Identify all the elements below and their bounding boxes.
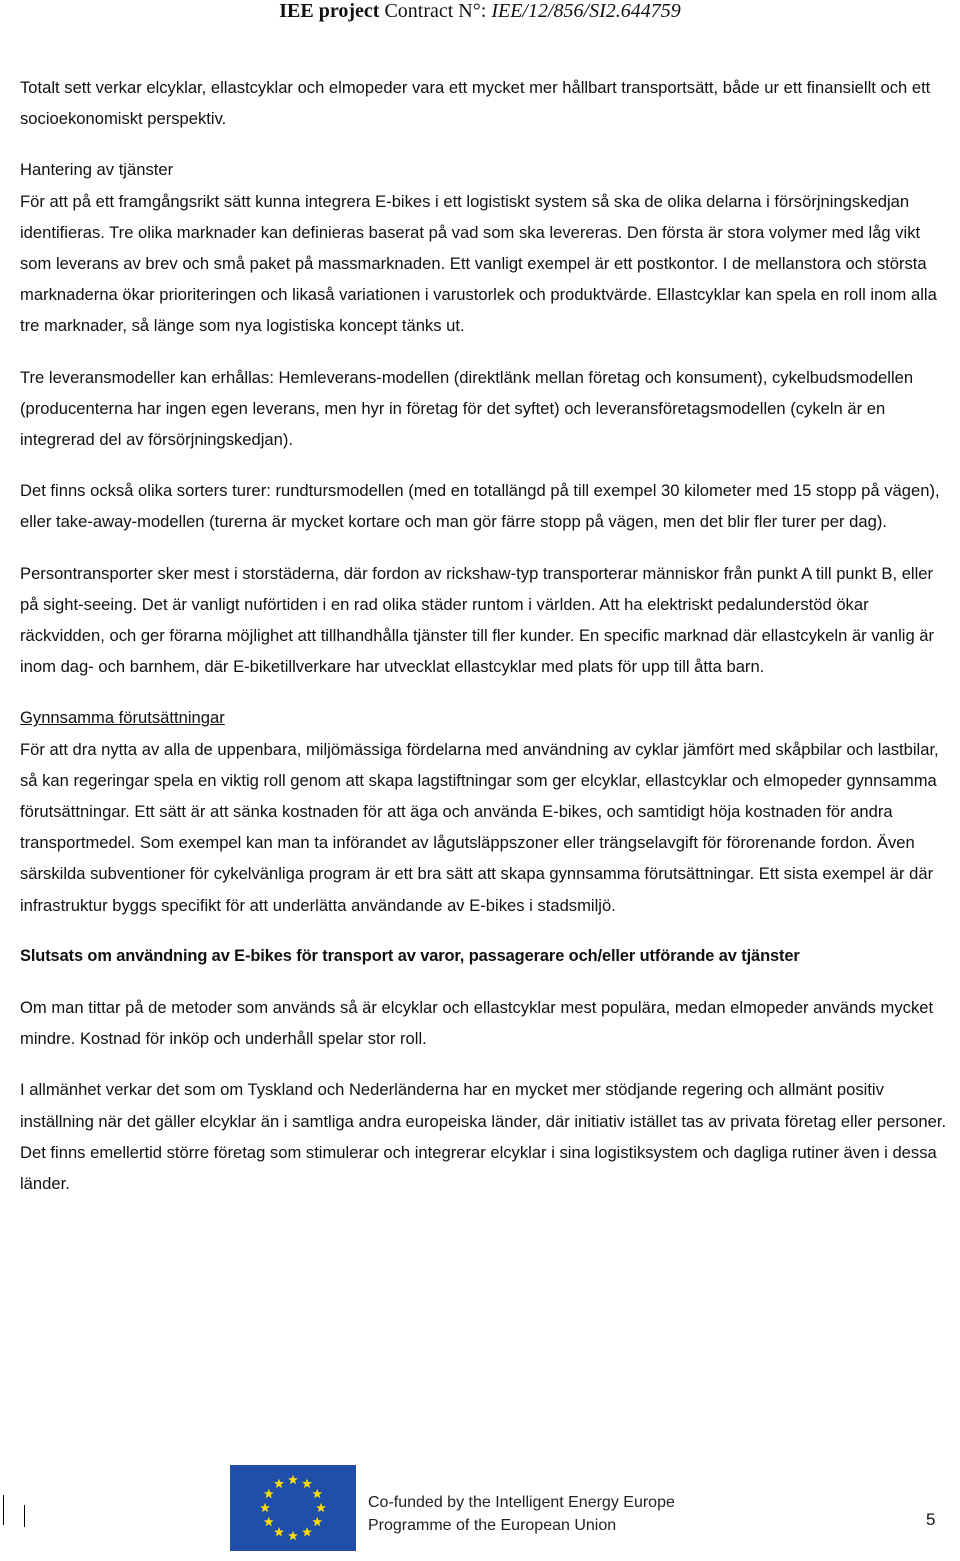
page-number: 5 — [926, 1510, 936, 1529]
section-conditions — [20, 702, 955, 920]
section-services — [20, 154, 955, 341]
conclusion-heading: Slutsats om användning av E-bikes för transport av varor, passagerare och/eller utförande av tjänster — [20, 946, 800, 965]
paragraph-conclusion-2: I allmänhet verkar det som om Tyskland och Nederländerna har en mycket mer stödjande regering och allmänt positiv inställning när det gäller elcyklar än i samtliga andra europeiska länder, där initiativ istället tas av privata företag eller personer. Det finns emellertid större företag som stimulerar och integrerar elcyklar i sina logistiksystem och dagliga rutiner även i dessa länder. — [20, 1080, 947, 1194]
paragraph-delivery-models: Tre leveransmodeller kan erhållas: Hemleverans-modellen (direktlänk mellan företag och konsument), cykelbudsmodellen (producenterna har ingen egen leverans, men hyr in företag för det syftet) och leveransföretagsmodellen (cykeln är en integrerad del av försörjningskedjan). — [20, 367, 914, 450]
margin-mark — [24, 1505, 25, 1527]
funding-line-1: Co-funded by the Intelligent Energy Europe — [368, 1494, 675, 1511]
eu-flag-icon — [230, 1465, 356, 1551]
paragraph-summary: Totalt sett verkar elcyklar, ellastcyklar och elmopeder vara ett mycket mer hållbart transportsätt, både ur ett finansiellt och ett socioekonomiskt perspektiv. — [20, 78, 931, 129]
section-conditions-title: Gynnsamma förutsättningar — [20, 708, 225, 728]
paragraph-conclusion-1: Om man tittar på de metoder som används så är elcyklar och ellastcyklar mest populära, medan elmopeder används mycket mindre. Kostnad för inköp och underhåll spelar stor roll. — [20, 998, 934, 1049]
funding-line-2: Programme of the European Union — [368, 1517, 617, 1534]
contract-label: Contract N°: — [379, 0, 492, 22]
section-services-title: Hantering av tjänster — [20, 160, 174, 180]
page-header — [0, 0, 960, 24]
paragraph-services: För att på ett framgångsrikt sätt kunna integrera E-bikes i ett logistiskt system så ska de olika delarna i försörjningskedjan identifieras. Tre olika marknader kan definieras baserat på vad som ska levereras. Den första är stora volymer med låg vikt som leverans av brev och små paket på massmarknaden. Ett vanligt exempel är ett postkontor. I de mellanstora och största marknaderna ökar prioriteringen och likaså variationen i varustorlek och produktvärde. Ellastcyklar kan spela en roll inom alla tre marknader, så länge som nya logistiska koncept tänks ut. — [20, 191, 937, 336]
funding-notice — [368, 1491, 675, 1537]
contract-number: IEE/12/856/SI2.644759 — [491, 0, 681, 22]
project-label: IEE project — [279, 0, 380, 22]
document-body — [20, 72, 955, 1199]
margin-mark — [3, 1495, 4, 1525]
paragraph-conditions: För att dra nytta av alla de uppenbara, miljömässiga fördelarna med användning av cyklar jämfört med skåpbilar och lastbilar, så kan regeringar spela en viktig roll genom att skapa lagstiftningar som ger elcyklar, ellastcyklar och elmopeder gynnsamma förutsättningar. Ett sätt är att sänka kostnaden för att äga och använda E-bikes, och samtidigt höja kostnaden för andra transportmedel. Som exempel kan man ta införandet av lågutsläppszoner eller trängselavgift för förorenande fordon. Även särskilda subventioner för cykelvänliga program är ett bra sätt att skapa gynnsamma förutsättningar. Ett sista exempel är där infrastruktur byggs specifikt för att underlätta användande av E-bikes i stadsmiljö. — [20, 739, 939, 915]
paragraph-passenger-transport: Persontransporter sker mest i storstäderna, där fordon av rickshaw-typ transporterar människor från punkt A till punkt B, eller på sight-seeing. Det är vanligt nuförtiden i en rad olika städer runtom i världen. Att ha elektriskt pedalunderstöd ökar räckvidden, och ger förarna möjlighet att tillhandhålla tjänster till fler kunder. En specific marknad där ellastcykeln är vanlig är inom dag- och barnhem, där E-biketillverkare har utvecklat ellastcyklar med plats för upp till åtta barn. — [20, 563, 935, 677]
paragraph-tour-types: Det finns också olika sorters turer: rundtursmodellen (med en totallängd på till exempel 30 kilometer med 15 stopp på vägen), eller take-away-modellen (turerna är mycket kortare och man gör färre stopp på vägen, men det blir fler turer per dag). — [20, 481, 940, 532]
page-footer — [0, 1455, 960, 1561]
